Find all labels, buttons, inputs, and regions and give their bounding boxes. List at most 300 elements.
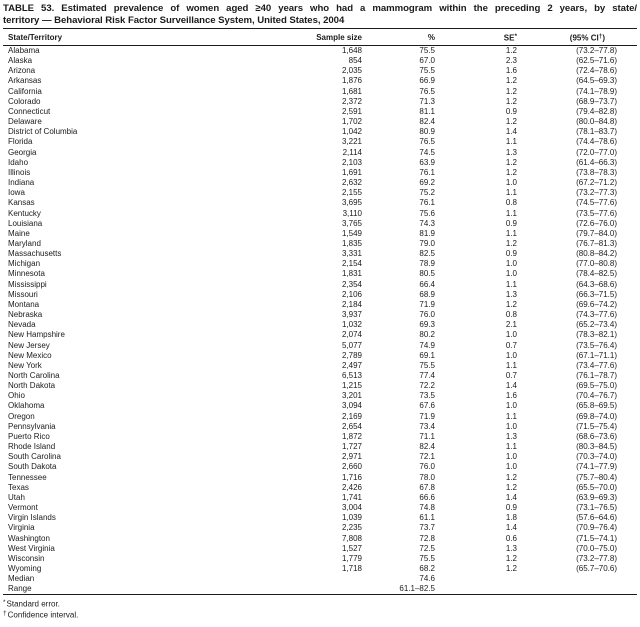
header-spacer	[617, 29, 637, 46]
cell-state: Pennsylvania	[8, 421, 56, 431]
cell-state: Wyoming	[8, 563, 42, 573]
cell-sample-size: 1,681	[341, 86, 362, 96]
table-row	[3, 483, 637, 493]
spacer-cell	[617, 442, 637, 452]
cell-ci: (80.0–84.8)	[576, 117, 617, 127]
table-title-line2: territory — Behavioral Risk Factor Surveillance System, United States, 2004	[3, 14, 345, 26]
cell-state: Louisiana	[8, 218, 43, 228]
cell-sample-size: 5,077	[341, 340, 362, 350]
cell-sample-size: 2,155	[341, 188, 362, 198]
cell-se: 0.9	[505, 218, 517, 228]
spacer-cell	[617, 239, 637, 249]
cell-sample-size: 1,549	[341, 228, 362, 238]
cell-se: 1.2	[505, 299, 517, 309]
table-row	[3, 280, 637, 290]
cell-ci: (77.0–80.8)	[576, 259, 617, 269]
cell-ci: (64.3–68.6)	[576, 279, 617, 289]
table-row	[3, 107, 637, 117]
cell-sample-size: 2,169	[341, 411, 362, 421]
table-row	[3, 300, 637, 310]
cell-state: Florida	[8, 137, 33, 147]
cell-percent: 67.0	[419, 56, 435, 66]
cell-state: West Virginia	[8, 543, 55, 553]
cell-se: 1.2	[505, 482, 517, 492]
cell-sample-size: 1,779	[341, 553, 362, 563]
cell-se: 1.0	[505, 259, 517, 269]
cell-sample-size: 1,718	[341, 563, 362, 573]
table-row	[3, 229, 637, 239]
cell-percent: 82.5	[419, 249, 435, 259]
cell-ci	[517, 574, 617, 584]
cell-se: 1.0	[505, 330, 517, 340]
spacer-cell	[617, 320, 637, 330]
cell-se: 1.0	[505, 178, 517, 188]
spacer-cell	[617, 330, 637, 340]
cell-state: South Dakota	[8, 462, 57, 472]
table-row	[3, 503, 637, 513]
cell-sample-size: 2,632	[341, 178, 362, 188]
cell-percent: 75.2	[419, 188, 435, 198]
spacer-cell	[617, 46, 637, 57]
cell-state: Idaho	[8, 157, 29, 167]
se-label: SE	[503, 33, 515, 43]
cell-percent: 61.1–82.5	[399, 584, 435, 594]
footnote-standard-error	[3, 598, 637, 610]
cell-percent: 78.9	[419, 259, 435, 269]
spacer-cell	[617, 97, 637, 107]
cell-se: 1.1	[505, 279, 517, 289]
cell-state: New Mexico	[8, 350, 52, 360]
spacer-cell	[617, 412, 637, 422]
cell-se: 1.2	[505, 46, 517, 55]
col-header-se	[435, 29, 517, 46]
cell-se: 1.0	[505, 421, 517, 431]
cell-se: 1.0	[505, 401, 517, 411]
cell-percent: 76.0	[419, 462, 435, 472]
spacer-cell	[617, 269, 637, 279]
cell-percent: 76.1	[419, 198, 435, 208]
cell-percent: 81.1	[419, 106, 435, 116]
cell-ci: (69.8–74.0)	[576, 411, 617, 421]
cell-sample-size: 1,727	[341, 442, 362, 452]
table-row	[3, 259, 637, 269]
spacer-cell	[617, 280, 637, 290]
spacer-cell	[617, 188, 637, 198]
cell-state: California	[8, 86, 42, 96]
cell-ci: (73.5–76.4)	[576, 340, 617, 350]
spacer-cell	[617, 198, 637, 208]
cell-percent: 66.4	[419, 279, 435, 289]
cell-ci: (74.1–77.9)	[576, 462, 617, 472]
spacer-cell	[617, 381, 637, 391]
cell-sample-size: 1,032	[341, 320, 362, 330]
spacer-cell	[617, 584, 637, 595]
table-row	[3, 381, 637, 391]
table-row	[3, 56, 637, 66]
cell-percent: 80.2	[419, 330, 435, 340]
spacer-cell	[617, 432, 637, 442]
spacer-cell	[617, 523, 637, 533]
table-row	[3, 523, 637, 533]
cell-ci: (79.4–82.8)	[576, 106, 617, 116]
cell-se: 1.2	[505, 563, 517, 573]
table-row	[3, 66, 637, 76]
cell-state: Indiana	[8, 178, 35, 188]
table-row	[3, 361, 637, 371]
spacer-cell	[617, 229, 637, 239]
footnote-confidence-interval-text: Confidence interval.	[7, 610, 79, 620]
cell-percent: 67.8	[419, 482, 435, 492]
cell-ci: (75.7–80.4)	[576, 472, 617, 482]
dagger-symbol: †	[3, 610, 7, 618]
table-row	[3, 158, 637, 168]
cell-state: Michigan	[8, 259, 41, 269]
cell-se: 1.3	[505, 431, 517, 441]
cell-ci: (69.5–75.0)	[576, 381, 617, 391]
cell-percent: 76.5	[419, 137, 435, 147]
table-row	[3, 452, 637, 462]
cell-sample-size: 3,695	[341, 198, 362, 208]
spacer-cell	[617, 361, 637, 371]
cell-state: Missouri	[8, 289, 38, 299]
table-row	[3, 198, 637, 208]
cell-se: 1.1	[505, 411, 517, 421]
cell-percent: 67.6	[419, 401, 435, 411]
cell-ci: (65.5–70.0)	[576, 482, 617, 492]
cell-ci: (80.3–84.5)	[576, 442, 617, 452]
cell-se: 0.7	[505, 371, 517, 380]
table-row	[3, 351, 637, 361]
cell-percent: 75.5	[419, 360, 435, 370]
cell-se: 1.2	[505, 167, 517, 177]
cell-se: 0.9	[505, 249, 517, 259]
table-row	[3, 544, 637, 554]
cell-sample-size: 2,372	[341, 96, 362, 106]
cell-ci: (64.5–69.3)	[576, 76, 617, 86]
cell-se: 1.1	[505, 442, 517, 452]
cell-se: 1.0	[505, 269, 517, 279]
cell-sample-size: 2,789	[341, 350, 362, 360]
cell-percent: 73.4	[419, 421, 435, 431]
spacer-cell	[617, 300, 637, 310]
table-title	[0, 0, 640, 28]
cell-ci: (70.9–76.4)	[576, 523, 617, 533]
table-row	[3, 412, 637, 422]
cell-se: 1.0	[505, 350, 517, 360]
cell-se: 1.1	[505, 228, 517, 238]
cell-sample-size: 2,154	[341, 259, 362, 269]
cell-sample-size: 2,354	[341, 279, 362, 289]
cell-percent: 82.4	[419, 117, 435, 127]
cell-state: Texas	[8, 482, 29, 492]
cell-percent: 71.1	[419, 431, 435, 441]
cell-se	[435, 584, 517, 595]
cell-state: Median	[8, 574, 35, 584]
table-row	[3, 117, 637, 127]
cell-state: North Dakota	[8, 381, 56, 391]
spacer-cell	[617, 87, 637, 97]
cell-percent: 74.8	[419, 503, 435, 513]
cell-se: 1.2	[505, 117, 517, 127]
cell-sample-size: 3,765	[341, 218, 362, 228]
cell-state: Tennessee	[8, 472, 47, 482]
cell-sample-size: 2,074	[341, 330, 362, 340]
footnote-confidence-interval	[3, 609, 637, 621]
table-row	[3, 209, 637, 219]
cell-state: Massachusetts	[8, 249, 62, 259]
cell-sample-size: 1,648	[341, 46, 362, 55]
cell-se: 1.4	[505, 523, 517, 533]
cell-ci: (74.3–77.6)	[576, 310, 617, 320]
spacer-cell	[617, 56, 637, 66]
cell-state: Maine	[8, 228, 30, 238]
table-row	[3, 473, 637, 483]
table-row	[3, 371, 637, 381]
cell-se: 1.4	[505, 492, 517, 502]
spacer-cell	[617, 76, 637, 86]
spacer-cell	[617, 107, 637, 117]
cell-percent: 66.9	[419, 76, 435, 86]
table-row	[3, 493, 637, 503]
cell-ci: (71.5–75.4)	[576, 421, 617, 431]
cell-ci: (73.4–77.6)	[576, 360, 617, 370]
header-row	[3, 29, 637, 46]
table-row	[3, 462, 637, 472]
cell-sample-size: 2,106	[341, 289, 362, 299]
spacer-cell	[617, 209, 637, 219]
cell-se: 1.1	[505, 208, 517, 218]
cell-sample-size: 6,513	[341, 371, 362, 380]
col-header-percent: %	[362, 29, 435, 46]
cell-state: Kansas	[8, 198, 35, 208]
table-row	[3, 188, 637, 198]
cell-state: Illinois	[8, 167, 31, 177]
spacer-cell	[617, 148, 637, 158]
cell-ci	[517, 584, 617, 595]
cell-percent: 74.3	[419, 218, 435, 228]
cell-sample-size: 1,831	[341, 269, 362, 279]
cell-state: Washington	[8, 533, 50, 543]
cell-state: Oklahoma	[8, 401, 45, 411]
cell-se: 1.6	[505, 66, 517, 76]
cell-ci: (70.3–74.0)	[576, 452, 617, 462]
cell-sample-size: 1,702	[341, 117, 362, 127]
spacer-cell	[617, 534, 637, 544]
cell-se: 1.2	[505, 86, 517, 96]
table-row	[3, 320, 637, 330]
cell-state: Wisconsin	[8, 553, 45, 563]
cell-percent: 74.5	[419, 147, 435, 157]
cell-se: 0.9	[505, 503, 517, 513]
cell-se: 1.6	[505, 391, 517, 401]
cell-state: Mississippi	[8, 279, 47, 289]
cell-sample-size: 1,716	[341, 472, 362, 482]
col-header-ci	[517, 29, 617, 46]
table-row	[3, 137, 637, 147]
table-row	[3, 290, 637, 300]
spacer-cell	[617, 473, 637, 483]
spacer-cell	[617, 574, 637, 584]
cell-se: 1.3	[505, 543, 517, 553]
cell-se: 1.8	[505, 513, 517, 523]
cell-ci: (72.6–76.0)	[576, 218, 617, 228]
cell-state: New York	[8, 360, 42, 370]
table-row	[3, 391, 637, 401]
table-row	[3, 432, 637, 442]
cell-ci: (72.0–77.0)	[576, 147, 617, 157]
table-title-line1: TABLE 53. Estimated prevalence of women aged ≥40 years who had a mammogram within the preceding 2 years, by state/	[3, 3, 637, 14]
table-row	[3, 401, 637, 411]
cell-ci: (68.6–73.6)	[576, 431, 617, 441]
table-row	[3, 249, 637, 259]
table-row	[3, 513, 637, 523]
cell-ci: (78.1–83.7)	[576, 127, 617, 137]
cell-percent: 69.1	[419, 350, 435, 360]
cell-sample-size: 7,808	[341, 533, 362, 543]
cell-sample-size: 1,741	[341, 492, 362, 502]
table-row	[3, 534, 637, 544]
cell-state: Minnesota	[8, 269, 45, 279]
cell-ci: (68.9–73.7)	[576, 96, 617, 106]
cell-state: Delaware	[8, 117, 42, 127]
spacer-cell	[617, 493, 637, 503]
spacer-cell	[617, 127, 637, 137]
spacer-cell	[617, 503, 637, 513]
table-row	[3, 168, 637, 178]
cell-percent: 80.5	[419, 269, 435, 279]
table-row	[3, 584, 637, 595]
table-row	[3, 239, 637, 249]
table-row	[3, 330, 637, 340]
spacer-cell	[617, 391, 637, 401]
cell-se: 0.8	[505, 310, 517, 320]
cell-ci: (67.2–71.2)	[576, 178, 617, 188]
cell-se: 0.8	[505, 198, 517, 208]
cell-sample-size: 2,103	[341, 157, 362, 167]
cell-sample-size: 1,876	[341, 76, 362, 86]
col-header-state: State/Territory	[3, 29, 300, 46]
cell-se: 1.1	[505, 188, 517, 198]
table-row	[3, 554, 637, 564]
cell-state: Virgin Islands	[8, 513, 56, 523]
cell-ci: (73.2–77.3)	[576, 188, 617, 198]
cell-percent: 69.3	[419, 320, 435, 330]
table-row	[3, 219, 637, 229]
cell-state: Rhode Island	[8, 442, 56, 452]
cell-sample-size: 2,497	[341, 360, 362, 370]
spacer-cell	[617, 158, 637, 168]
cell-percent: 68.2	[419, 563, 435, 573]
spacer-cell	[617, 401, 637, 411]
spacer-cell	[617, 310, 637, 320]
cell-sample-size: 1,042	[341, 127, 362, 137]
cell-se: 1.2	[505, 157, 517, 167]
cell-ci: (73.1–76.5)	[576, 503, 617, 513]
cell-sample-size: 1,527	[341, 543, 362, 553]
cell-sample-size: 1,691	[341, 167, 362, 177]
cell-state: Maryland	[8, 238, 41, 248]
col-header-sample-size: Sample size	[300, 29, 362, 46]
cell-ci: (76.7–81.3)	[576, 238, 617, 248]
cell-sample-size: 2,591	[341, 106, 362, 116]
cell-ci: (74.4–78.6)	[576, 137, 617, 147]
cell-percent: 75.5	[419, 46, 435, 55]
spacer-cell	[617, 371, 637, 381]
se-asterisk: *	[514, 33, 517, 40]
table-row	[3, 341, 637, 351]
cell-sample-size: 3,201	[341, 391, 362, 401]
cell-ci: (73.8–78.3)	[576, 167, 617, 177]
cell-sample-size: 854	[348, 56, 362, 66]
cell-state: New Jersey	[8, 340, 50, 350]
cell-percent: 73.7	[419, 523, 435, 533]
cell-ci: (73.2–77.8)	[576, 553, 617, 563]
cell-state: North Carolina	[8, 371, 60, 380]
prevalence-table	[3, 28, 637, 595]
cell-se: 0.6	[505, 533, 517, 543]
table-row	[3, 269, 637, 279]
cell-state: Connecticut	[8, 106, 51, 116]
table-row	[3, 310, 637, 320]
cell-ci: (62.5–71.6)	[576, 56, 617, 66]
cell-state: District of Columbia	[8, 127, 78, 137]
cell-percent: 63.9	[419, 157, 435, 167]
cell-percent: 79.0	[419, 238, 435, 248]
spacer-cell	[617, 290, 637, 300]
cell-ci: (67.1–71.1)	[576, 350, 617, 360]
cell-percent: 76.0	[419, 310, 435, 320]
cell-ci: (61.4–66.3)	[576, 157, 617, 167]
cell-se: 0.7	[505, 340, 517, 350]
cell-sample-size: 1,835	[341, 238, 362, 248]
cell-sample-size: 1,039	[341, 513, 362, 523]
cell-ci: (78.4–82.5)	[576, 269, 617, 279]
cell-sample-size: 2,660	[341, 462, 362, 472]
cell-se: 1.2	[505, 472, 517, 482]
cell-sample-size: 2,426	[341, 482, 362, 492]
cell-sample-size: 3,331	[341, 249, 362, 259]
cell-percent: 78.0	[419, 472, 435, 482]
cell-ci: (65.2–73.4)	[576, 320, 617, 330]
cell-percent: 80.9	[419, 127, 435, 137]
cell-ci: (73.2–77.8)	[576, 46, 617, 55]
cell-percent: 72.5	[419, 543, 435, 553]
cell-se: 2.1	[505, 320, 517, 330]
cell-sample-size	[300, 584, 362, 595]
cell-sample-size: 3,004	[341, 503, 362, 513]
cell-percent: 66.6	[419, 492, 435, 502]
spacer-cell	[617, 544, 637, 554]
cell-sample-size: 1,215	[341, 381, 362, 391]
cell-percent: 75.6	[419, 208, 435, 218]
cell-se: 1.2	[505, 76, 517, 86]
ci-label-open: (95% CI	[569, 33, 599, 43]
spacer-cell	[617, 66, 637, 76]
cell-sample-size: 3,110	[342, 208, 362, 218]
ci-label-close: )	[602, 33, 605, 43]
spacer-cell	[617, 351, 637, 361]
asterisk-symbol: *	[3, 598, 6, 606]
spacer-cell	[617, 341, 637, 351]
cell-state: Utah	[8, 492, 25, 502]
cell-percent: 72.2	[419, 381, 435, 391]
spacer-cell	[617, 249, 637, 259]
cell-state: Nevada	[8, 320, 36, 330]
cell-ci: (80.8–84.2)	[576, 249, 617, 259]
cell-percent: 71.9	[419, 411, 435, 421]
cell-se: 1.1	[505, 360, 517, 370]
cell-se: 1.4	[505, 381, 517, 391]
